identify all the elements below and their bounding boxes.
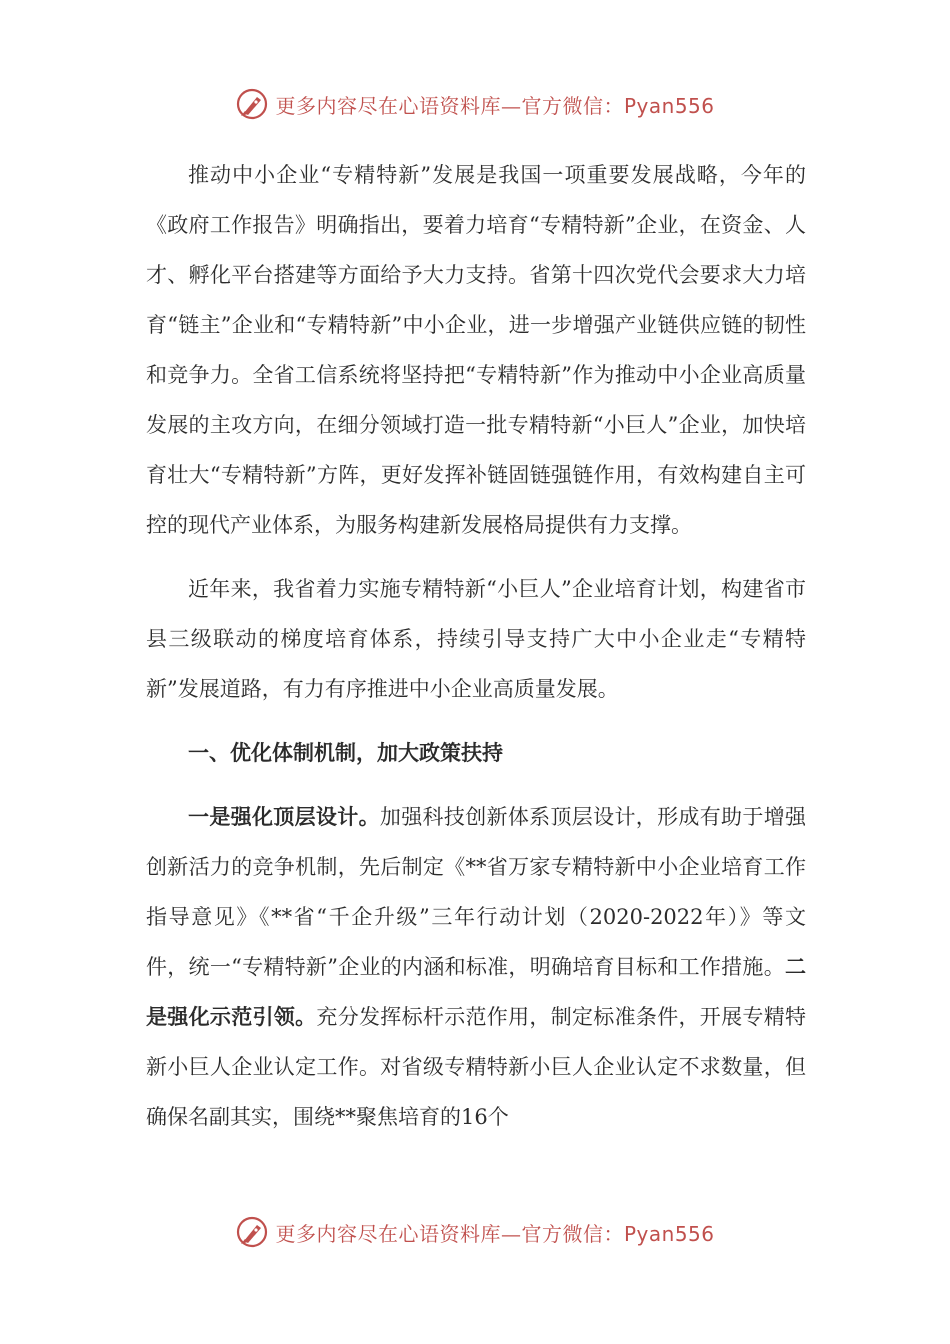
paragraph-overview: 近年来，我省着力实施专精特新“小巨人”企业培育计划，构建省市县三级联动的梯度培育体系，持续引导支持广大中小企业走“专精特新”发展道路，有力有序推进中小企业高质量发展。 — [146, 577, 806, 701]
measure-text-1: 加强科技创新体系顶层设计，形成有助于增强创新活力的竞争机制，先后制定《**省万家专精特新中小企业培育工作指导意见》《**省“千企升级”三年行动计划（2020-2022年）》等文件，统一“专精特新”企业的内涵和标准，明确培育目标和工作措施。 — [146, 805, 807, 979]
lead-phrase-2: 二是强化示范引领。 — [146, 954, 806, 1029]
section-heading: 一、优化体制机制，加大政策扶持 — [188, 740, 503, 765]
watermark-handle: Pyan556 — [623, 1221, 715, 1246]
pen-nib-logo-icon — [235, 87, 269, 121]
watermark-label: 更多内容尽在心语资料库—官方微信： — [275, 93, 624, 118]
paragraph-measures — [146, 792, 806, 1142]
lead-phrase-1: 一是强化顶层设计。 — [188, 804, 380, 829]
paragraph-intro: 推动中小企业“专精特新”发展是我国一项重要发展战略，今年的《政府工作报告》明确指出，要着力培育“专精特新”企业，在资金、人才、孵化平台搭建等方面给予大力支持。省第十四次党代会要求大力培育“链主”企业和“专精特新”中小企业，进一步增强产业链供应链的韧性和竞争力。全省工信系统将坚持把“专精特新”作为推动中小企业高质量发展的主攻方向，在细分领域打造一批专精特新“小巨人”企业，加快培育壮大“专精特新”方阵，更好发挥补链固链强链作用，有效构建自主可控的现代产业体系，为服务构建新发展格局提供有力支撑。 — [146, 163, 806, 537]
watermark-label: 更多内容尽在心语资料库—官方微信： — [275, 1221, 624, 1246]
pen-nib-logo-icon — [235, 1215, 269, 1249]
watermark-banner-top — [0, 84, 950, 124]
watermark-text — [275, 90, 714, 119]
document-body — [146, 150, 806, 1142]
measure-text-2: 充分发挥标杆示范作用，制定标准条件，开展专精特新小巨人企业认定工作。对省级专精特新小巨人企业认定不求数量，但确保名副其实，围绕**聚焦培育的16个 — [146, 1005, 807, 1129]
watermark-handle: Pyan556 — [623, 93, 715, 118]
watermark-banner-bottom — [0, 1212, 950, 1252]
watermark-text — [275, 1218, 714, 1247]
